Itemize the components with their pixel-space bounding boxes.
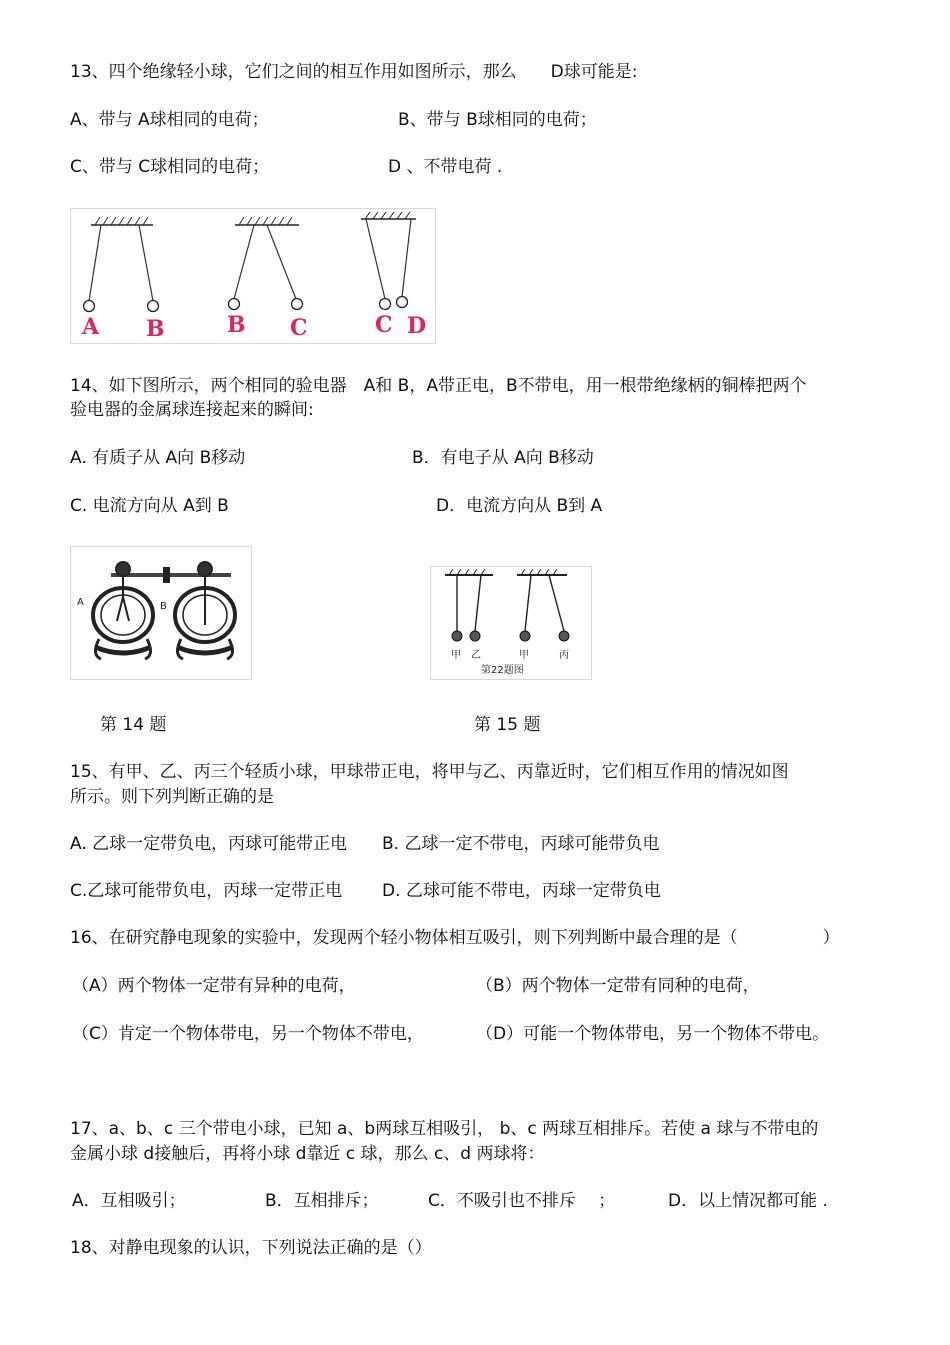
q15-stem-line2: 所示。则下列判断正确的是	[70, 787, 274, 807]
q16-option-d: （D）可能一个物体带电，另一个物体不带电。	[476, 1024, 830, 1044]
q15-option-a: A. 乙球一定带负电，丙球可能带正电	[70, 834, 348, 854]
q14-option-c: C. 电流方向从 A到 B	[70, 496, 229, 516]
q17-option-b: B．互相排斥；	[265, 1191, 379, 1211]
q14-stem-line1: 14、如下图所示，两个相同的验电器 A和 B，A带正电，B不带电，用一根带绝缘柄的铜棒把两个	[70, 376, 807, 396]
q17-stem-line2: 金属小球 d接触后，再将小球 d靠近 c 球，那么 c、d 两球将：	[70, 1144, 545, 1164]
q14-option-d: D．电流方向从 B到 A	[436, 496, 603, 516]
q17-option-c: C．不吸引也不排斥 ；	[428, 1191, 616, 1211]
q15-fig-label-bing: 丙	[559, 650, 569, 661]
q13-option-d: D 、不带电荷 .	[388, 157, 503, 177]
q16-option-a: （A）两个物体一定带有异种的电荷，	[72, 976, 356, 996]
q16-stem: 16、在研究静电现象的实验中，发现两个轻小物体相互吸引，则下列判断中最合理的是（ ）	[70, 928, 840, 948]
q13-stem: 13、四个绝缘轻小球，它们之间的相互作用如图所示，那么 D球可能是:	[70, 62, 638, 82]
q15-fig-label-yi: 乙	[471, 650, 481, 661]
q15-fig-label-jia1: 甲	[451, 650, 461, 661]
q13-option-a: A、带与 A球相同的电荷；	[70, 110, 269, 130]
q13-option-b: B、带与 B球相同的电荷；	[398, 110, 597, 130]
q17-stem-line1: 17、a、b、c 三个带电小球，已知 a、b两球互相吸引， b、c 两球互相排斥。若使 a 球与不带电的	[70, 1119, 819, 1139]
q13-label-a1: A	[82, 314, 100, 340]
q15-fig-caption: 第22题图	[481, 665, 524, 676]
q14-stem-line2: 验电器的金属球连接起来的瞬间:	[70, 400, 314, 420]
q15-stem-line1: 15、有甲、乙、丙三个轻质小球，甲球带正电，将甲与乙、丙靠近时，它们相互作用的情况如图	[70, 762, 789, 782]
q13-label-b2: B	[227, 312, 246, 338]
q14-figure-electroscopes	[70, 546, 252, 680]
q18-stem: 18、对静电现象的认识，下列说法正确的是（）	[70, 1238, 432, 1258]
q15-option-d: D. 乙球可能不带电，丙球一定带负电	[382, 881, 661, 901]
q15-option-c: C.乙球可能带负电，丙球一定带正电	[70, 881, 343, 901]
q13-label-c2: C	[375, 312, 393, 338]
q15-fig-label-jia2: 甲	[519, 650, 529, 661]
q13-option-c: C、带与 C球相同的电荷；	[70, 157, 270, 177]
q14-fig-label-b: B	[160, 601, 167, 612]
q16-option-c: （C）肯定一个物体带电，另一个物体不带电，	[72, 1024, 424, 1044]
q16-option-b: （B）两个物体一定带有同种的电荷，	[476, 976, 760, 996]
q13-label-b1: B	[146, 316, 165, 342]
q13-figure	[70, 208, 436, 344]
q17-option-d: D．以上情况都可能 .	[668, 1191, 828, 1211]
q14-option-b: B．有电子从 A向 B移动	[412, 448, 594, 468]
q14-option-a: A. 有质子从 A向 B移动	[70, 448, 246, 468]
q17-option-a: A．互相吸引；	[72, 1191, 186, 1211]
q14-fig-label-a: A	[77, 597, 84, 608]
caption-figure-15: 第 15 题	[474, 715, 541, 735]
q15-figure-balls	[430, 566, 592, 680]
q13-label-d: D	[407, 313, 427, 339]
q15-option-b: B. 乙球一定不带电，丙球可能带负电	[382, 834, 660, 854]
caption-figure-14: 第 14 题	[100, 715, 167, 735]
q13-label-c1: C	[290, 315, 308, 341]
